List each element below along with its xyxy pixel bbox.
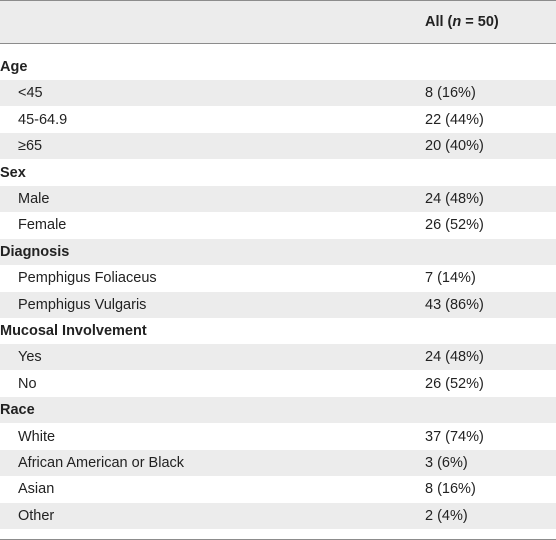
- table-row: [0, 450, 556, 476]
- row-label: Male: [18, 191, 50, 207]
- row-value: 22 (44%): [425, 111, 484, 128]
- row-value: 3 (6%): [425, 455, 468, 471]
- group-header-row: [0, 397, 556, 423]
- group-header-row: [0, 318, 556, 344]
- row-value: 26 (52%): [425, 375, 484, 392]
- column-header-all: [425, 1, 499, 43]
- table-row: [0, 80, 556, 106]
- table-row: [0, 344, 556, 370]
- table-row: [0, 476, 556, 502]
- column-header-n: n: [452, 14, 462, 30]
- row-value: 2 (4%): [425, 507, 468, 524]
- table-row: [0, 107, 556, 133]
- row-label: 45-64.9: [18, 111, 68, 128]
- table-row: [0, 133, 556, 159]
- row-label: Female: [18, 217, 67, 234]
- row-label: No: [18, 375, 37, 392]
- row-value: 26 (52%): [425, 217, 484, 234]
- table-header-rule: [0, 43, 556, 44]
- row-label: Pemphigus Foliaceus: [18, 270, 157, 287]
- row-value: 7 (14%): [425, 270, 476, 287]
- table-row: [0, 503, 556, 529]
- row-value: 20 (40%): [425, 138, 484, 155]
- group-header-row: [0, 160, 556, 186]
- group-label: Diagnosis: [0, 243, 70, 260]
- group-label: Age: [0, 59, 28, 75]
- table-row: [0, 424, 556, 450]
- group-label: Sex: [0, 164, 26, 181]
- row-value: 37 (74%): [425, 428, 484, 445]
- table-row: [0, 186, 556, 212]
- table-row: [0, 212, 556, 238]
- row-value: 8 (16%): [425, 481, 476, 498]
- row-label: Other: [18, 507, 55, 524]
- row-label: White: [18, 428, 56, 445]
- group-header-row: [0, 239, 556, 265]
- column-header-suffix: = 50): [461, 14, 499, 30]
- row-label: Pemphigus Vulgaris: [18, 296, 147, 313]
- row-label: Yes: [18, 349, 42, 366]
- table-row: [0, 371, 556, 397]
- row-label: Asian: [18, 481, 55, 498]
- row-value: 43 (86%): [425, 296, 484, 313]
- row-value: 24 (48%): [425, 191, 484, 207]
- table-row: [0, 292, 556, 318]
- row-value: 8 (16%): [425, 85, 476, 102]
- row-label: African American or Black: [18, 455, 185, 471]
- table-header-row: [0, 1, 556, 43]
- row-value: 24 (48%): [425, 349, 484, 366]
- group-header-row: [0, 54, 556, 80]
- group-label: Race: [0, 402, 35, 419]
- column-header-prefix: All (: [425, 14, 453, 30]
- row-label: <45: [18, 85, 43, 102]
- group-label: Mucosal Involvement: [0, 323, 147, 339]
- row-label: ≥65: [18, 138, 43, 155]
- table-row: [0, 265, 556, 291]
